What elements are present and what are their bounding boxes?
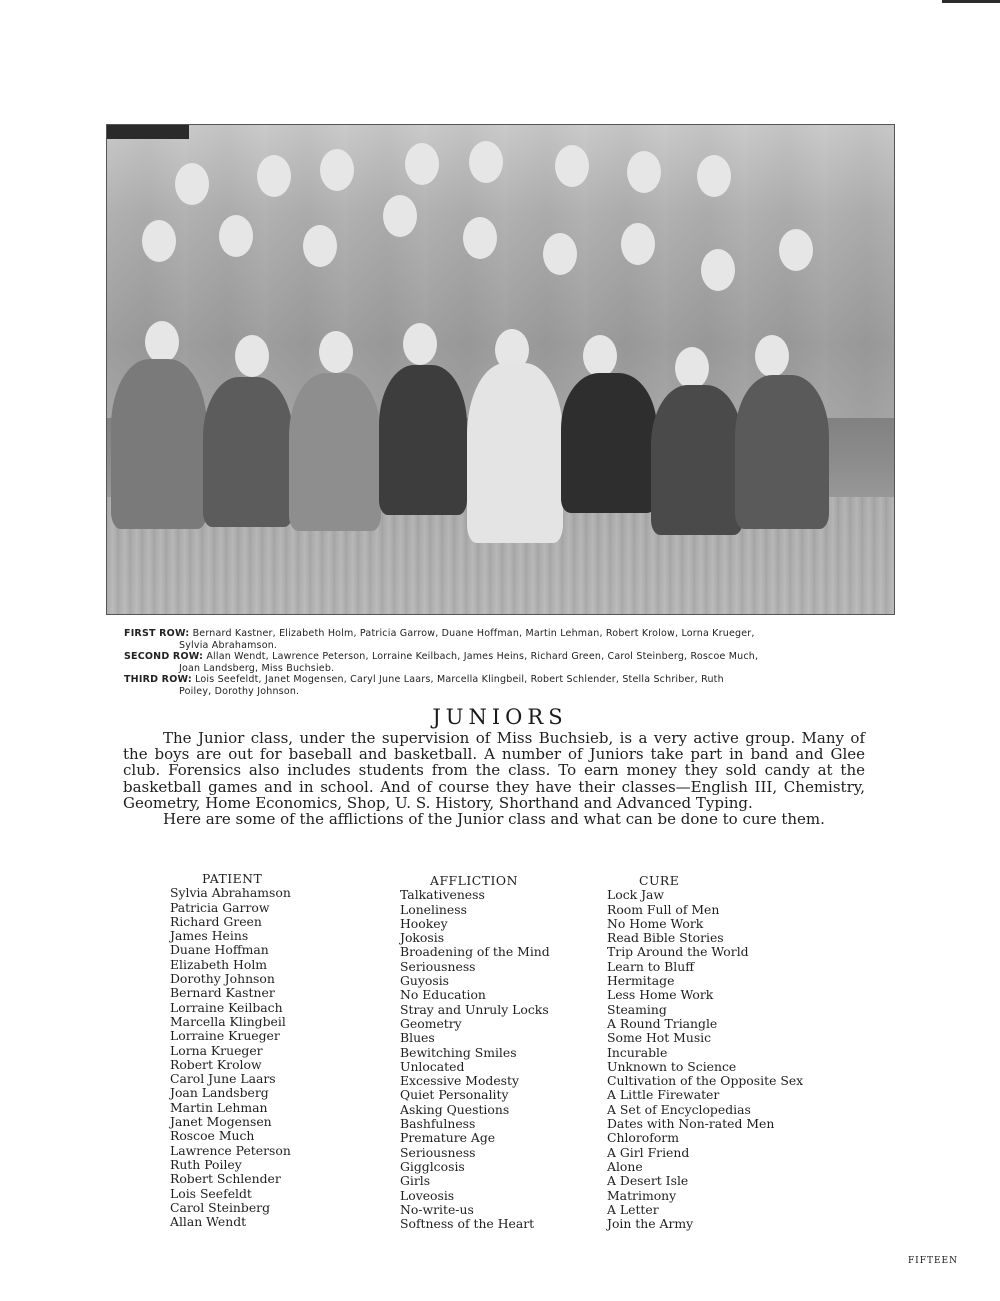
affliction-item: Bewitching Smiles bbox=[400, 1044, 517, 1060]
paragraph-afflictions-intro: Here are some of the afflictions of the Junior class and what can be done to cure them. bbox=[163, 810, 825, 829]
affliction-item: Loveosis bbox=[400, 1187, 455, 1203]
affliction-item: Guyosis bbox=[400, 973, 450, 989]
patient-name: Lorna Krueger bbox=[170, 1042, 263, 1058]
affliction-item: Quiet Personality bbox=[400, 1087, 509, 1103]
photo-figure bbox=[175, 163, 209, 205]
cure-item: A Round Triangle bbox=[607, 1015, 718, 1031]
patient-name: Joan Landsberg bbox=[170, 1085, 269, 1101]
first-row-label: FIRST ROW: bbox=[124, 628, 190, 639]
patient-name: Lorraine Krueger bbox=[170, 1028, 280, 1044]
photo-figure bbox=[320, 149, 354, 191]
cure-item: Room Full of Men bbox=[607, 901, 720, 917]
photo-figure-body bbox=[735, 375, 829, 529]
patient-name: Bernard Kastner bbox=[170, 985, 275, 1001]
cure-item: No Home Work bbox=[607, 915, 704, 931]
affliction-item: No Education bbox=[400, 987, 486, 1003]
first-row-names-cont: Sylvia Abrahamson. bbox=[179, 639, 278, 651]
photo-figure bbox=[383, 195, 417, 237]
first-row-names: Bernard Kastner, Elizabeth Holm, Patricia Garrow, Duane Hoffman, Martin Lehman, Robert Krolow, Lorna Krueger, bbox=[192, 628, 755, 639]
patient-name: Allan Wendt bbox=[170, 1214, 247, 1230]
patient-name: Lawrence Peterson bbox=[170, 1142, 291, 1158]
patient-name: Roscoe Much bbox=[170, 1128, 255, 1144]
affliction-item: Geometry bbox=[400, 1015, 462, 1031]
cure-item: A Desert Isle bbox=[607, 1173, 689, 1189]
photo-figure bbox=[543, 233, 577, 275]
affliction-item: Talkativeness bbox=[400, 887, 485, 903]
affliction-item: Gigglcosis bbox=[400, 1158, 465, 1174]
cure-item: Less Home Work bbox=[607, 987, 714, 1003]
affliction-item: Excessive Modesty bbox=[400, 1073, 520, 1089]
photo-figure-body bbox=[203, 377, 293, 527]
patient-name: Carol June Laars bbox=[170, 1071, 276, 1087]
class-photo bbox=[106, 124, 895, 615]
photo-figure bbox=[145, 321, 179, 363]
affliction-item: Hookey bbox=[400, 915, 448, 931]
photo-figure bbox=[583, 335, 617, 377]
third-row-label: THIRD ROW: bbox=[124, 674, 192, 685]
photo-corner-mark bbox=[107, 125, 189, 139]
cure-item: Dates with Non-rated Men bbox=[607, 1116, 775, 1132]
patient-name: Lois Seefeldt bbox=[170, 1185, 252, 1201]
photo-figure bbox=[697, 155, 731, 197]
photo-figure-body bbox=[651, 385, 743, 535]
third-row-names-cont: Poiley, Dorothy Johnson. bbox=[179, 685, 300, 697]
photo-figure bbox=[219, 215, 253, 257]
cure-item: A Girl Friend bbox=[607, 1144, 690, 1160]
photo-figure bbox=[257, 155, 291, 197]
cure-item: Incurable bbox=[607, 1044, 668, 1060]
affliction-item: Blues bbox=[400, 1030, 435, 1046]
patient-name: Robert Krolow bbox=[170, 1056, 262, 1072]
cure-item: Hermitage bbox=[607, 973, 675, 989]
photo-figure bbox=[675, 347, 709, 389]
photo-figure bbox=[235, 335, 269, 377]
patient-name: Richard Green bbox=[170, 913, 262, 929]
affliction-item: Jokosis bbox=[400, 930, 445, 946]
photo-figure bbox=[403, 323, 437, 365]
cure-item: Lock Jaw bbox=[607, 887, 665, 903]
page-number: FIFTEEN bbox=[907, 1256, 958, 1266]
photo-figure-body bbox=[289, 373, 381, 531]
cure-item: A Letter bbox=[607, 1201, 659, 1217]
cure-item: Chloroform bbox=[607, 1130, 679, 1146]
photo-figure-body bbox=[561, 373, 657, 513]
photo-figure bbox=[463, 217, 497, 259]
cure-item: Unknown to Science bbox=[607, 1058, 737, 1074]
patient-list bbox=[170, 886, 320, 1229]
photo-figure-body bbox=[467, 363, 563, 543]
patient-name: Martin Lehman bbox=[170, 1099, 268, 1115]
patient-name: Marcella Klingbeil bbox=[170, 1013, 286, 1029]
affliction-item: Bashfulness bbox=[400, 1116, 476, 1132]
patient-column bbox=[170, 872, 320, 1229]
patient-name: Sylvia Abrahamson bbox=[170, 885, 291, 901]
cure-item: Join the Army bbox=[607, 1216, 694, 1232]
affliction-item: Loneliness bbox=[400, 901, 467, 917]
affliction-item: Asking Questions bbox=[400, 1101, 510, 1117]
third-row-names: Lois Seefeldt, Janet Mogensen, Caryl June Laars, Marcella Klingbeil, Robert Schlender, Stella Schriber, Ruth bbox=[195, 674, 724, 685]
cure-item: Matrimony bbox=[607, 1187, 677, 1203]
patient-name: Carol Steinberg bbox=[170, 1199, 271, 1215]
affliction-item: Unlocated bbox=[400, 1058, 465, 1074]
affliction-item: Premature Age bbox=[400, 1130, 496, 1146]
photo-figure bbox=[405, 143, 439, 185]
page-title: JUNIORS bbox=[432, 705, 568, 729]
photo-figure bbox=[319, 331, 353, 373]
cure-item: Cultivation of the Opposite Sex bbox=[607, 1073, 804, 1089]
affliction-item: No-write-us bbox=[400, 1201, 474, 1217]
affliction-header: AFFLICTION bbox=[430, 873, 518, 888]
photo-figure bbox=[142, 220, 176, 262]
photo-figure bbox=[621, 223, 655, 265]
photo-figure bbox=[555, 145, 589, 187]
second-row-names-cont: Joan Landsberg, Miss Buchsieb. bbox=[179, 662, 335, 674]
cure-column bbox=[607, 874, 847, 1231]
cure-item: Steaming bbox=[607, 1001, 667, 1017]
cure-item: A Little Firewater bbox=[607, 1087, 720, 1103]
patient-name: Elizabeth Holm bbox=[170, 956, 268, 972]
paragraph-intro: The Junior class, under the supervision of Miss Buchsieb, is a very active group. Many of the boys are out for baseball and basketball. A number of Juniors take part in band and Glee club. Forensics also includes students from the class. To earn money they sold candy at the basketball games and in school. And of course they have their classes—English III, Chemistry, Geometry, Home Economics, Shop, U. S. History, Shorthand and Advanced Typing. bbox=[123, 729, 865, 812]
cure-item: Some Hot Music bbox=[607, 1030, 712, 1046]
patient-name: James Heins bbox=[170, 928, 249, 944]
photo-figure-body bbox=[379, 365, 467, 515]
photo-figure bbox=[303, 225, 337, 267]
article-body bbox=[123, 730, 865, 827]
photo-caption bbox=[124, 628, 866, 697]
cure-list bbox=[607, 888, 847, 1231]
photo-figure bbox=[627, 151, 661, 193]
cure-item: Read Bible Stories bbox=[607, 930, 724, 946]
affliction-list bbox=[400, 888, 590, 1231]
cure-item: A Set of Encyclopedias bbox=[607, 1101, 751, 1117]
patient-name: Robert Schlender bbox=[170, 1171, 281, 1187]
affliction-item: Girls bbox=[400, 1173, 431, 1189]
photo-figure bbox=[755, 335, 789, 377]
affliction-column bbox=[400, 874, 590, 1231]
photo-figure bbox=[701, 249, 735, 291]
patient-name: Patricia Garrow bbox=[170, 899, 270, 915]
second-row-names: Allan Wendt, Lawrence Peterson, Lorraine Keilbach, James Heins, Richard Green, Carol Steinberg, Roscoe Much, bbox=[206, 651, 759, 662]
cure-item: Learn to Bluff bbox=[607, 958, 695, 974]
patient-name: Lorraine Keilbach bbox=[170, 999, 283, 1015]
second-row-label: SECOND ROW: bbox=[124, 651, 204, 662]
cure-header: CURE bbox=[639, 873, 680, 888]
affliction-item: Stray and Unruly Locks bbox=[400, 1001, 549, 1017]
cure-item: Trip Around the World bbox=[607, 944, 749, 960]
affliction-item: Seriousness bbox=[400, 1144, 476, 1160]
affliction-item: Seriousness bbox=[400, 958, 476, 974]
affliction-item: Broadening of the Mind bbox=[400, 944, 550, 960]
patient-name: Ruth Poiley bbox=[170, 1156, 242, 1172]
photo-figure bbox=[469, 141, 503, 183]
cure-item: Alone bbox=[607, 1158, 643, 1174]
photo-figure-body bbox=[111, 359, 207, 529]
patient-name: Duane Hoffman bbox=[170, 942, 269, 958]
top-edge-rule bbox=[942, 0, 1000, 3]
patient-name: Janet Mogensen bbox=[170, 1114, 272, 1130]
patient-name: Dorothy Johnson bbox=[170, 971, 275, 987]
photo-figure bbox=[779, 229, 813, 271]
patient-header: PATIENT bbox=[202, 871, 263, 886]
affliction-item: Softness of the Heart bbox=[400, 1216, 535, 1232]
